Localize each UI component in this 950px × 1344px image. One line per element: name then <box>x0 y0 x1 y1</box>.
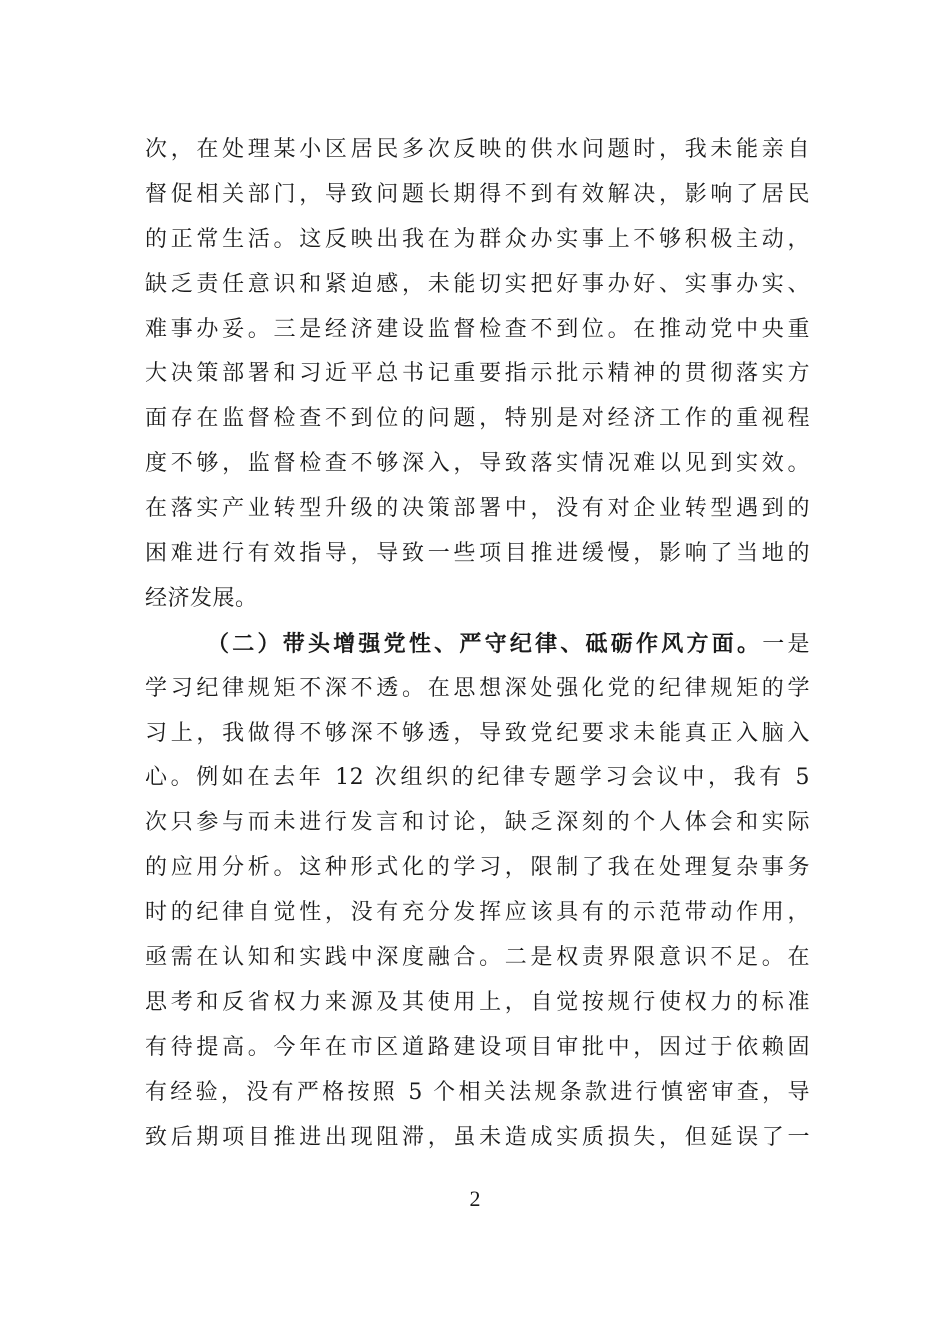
section-heading-tail: 一是 <box>762 631 810 657</box>
body-text <box>145 128 810 1160</box>
text-line-8: 度不够，监督检查不够深入，导致落实情况难以见到实效。 <box>145 451 810 477</box>
text-line-7: 面存在监督检查不到位的问题，特别是对经济工作的重视程 <box>145 406 810 432</box>
text-line-2: 督促相关部门，导致问题长期得不到有效解决，影响了居民 <box>145 181 810 207</box>
section-heading-line <box>145 622 810 667</box>
text-line-21: 有待提高。今年在市区道路建设项目审批中，因过于依赖固 <box>145 1034 810 1060</box>
text-line-6: 大决策部署和习近平总书记重要指示批示精神的贯彻落实方 <box>145 361 810 387</box>
text-line-22: 有经验，没有严格按照 5 个相关法规条款进行慎密审查，导 <box>145 1079 810 1105</box>
text-line-18: 时的纪律自觉性，没有充分发挥应该具有的示范带动作用， <box>145 900 810 926</box>
text-line-11: 经济发展。 <box>145 585 258 611</box>
text-line-9: 在落实产业转型升级的决策部署中，没有对企业转型遇到的 <box>145 496 810 522</box>
text-line-19: 亟需在认知和实践中深度融合。二是权责界限意识不足。在 <box>145 945 810 971</box>
text-line-5: 难事办妥。三是经济建设监督检查不到位。在推动党中央重 <box>145 316 810 342</box>
text-line-20: 思考和反省权力来源及其使用上，自觉按规行使权力的标准 <box>145 989 810 1015</box>
page-number: 2 <box>469 1186 481 1211</box>
text-line-14: 习上，我做得不够深不够透，导致党纪要求未能真正入脑入 <box>145 720 810 746</box>
text-line-17: 的应用分析。这种形式化的学习，限制了我在处理复杂事务 <box>145 855 810 881</box>
section-heading: （二）带头增强党性、严守纪律、砥砺作风方面。 <box>207 630 763 657</box>
text-line-1: 次，在处理某小区居民多次反映的供水问题时，我未能亲自 <box>145 137 810 162</box>
text-line-16: 次只参与而未进行发言和讨论，缺乏深刻的个人体会和实际 <box>145 810 810 836</box>
text-line-13: 学习纪律规矩不深不透。在思想深处强化党的纪律规矩的学 <box>145 675 810 701</box>
text-line-15: 心。例如在去年 12 次组织的纪律专题学习会议中，我有 5 <box>145 765 810 791</box>
text-line-4: 缺乏责任意识和紧迫感，未能切实把好事办好、实事办实、 <box>145 271 810 297</box>
text-line-10: 困难进行有效指导，导致一些项目推进缓慢，影响了当地的 <box>145 541 810 567</box>
text-line-23: 致后期项目推进出现阻滞，虽未造成实质损失，但延误了一 <box>145 1124 810 1150</box>
text-line-3: 的正常生活。这反映出我在为群众办实事上不够积极主动， <box>145 226 810 252</box>
